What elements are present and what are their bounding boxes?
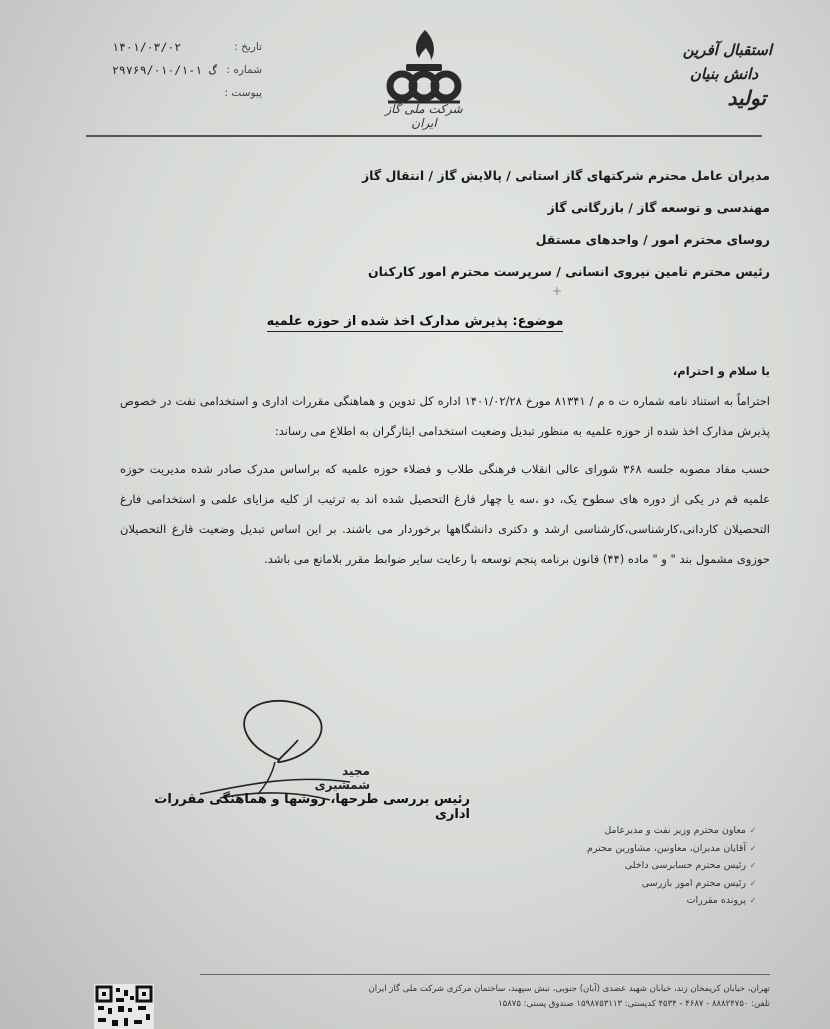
check-mark-icon: ✓ — [749, 896, 757, 905]
slogan-line-1: استقبال آفرین — [682, 41, 772, 59]
list-item — [470, 875, 760, 893]
number-value: گ ۱-۲۹۷۶۹/۰۱۰/۱ — [112, 63, 216, 77]
copy-recipient: آقایان مدیران، معاونین، مشاورین محترم — [587, 842, 746, 854]
slogan-block — [660, 38, 772, 110]
copy-recipient: رئیس محترم حسابرسی داخلی — [624, 860, 746, 871]
list-item — [470, 822, 760, 840]
list-item — [470, 892, 760, 910]
recipient-line: رئیس محترم تامین نیروی انسانی / سرپرست محترم امور کارکنان — [368, 264, 770, 279]
list-item — [470, 840, 760, 858]
copies-list — [470, 822, 760, 910]
paragraph-gap — [120, 446, 770, 454]
crosshair-mark-icon: + — [551, 284, 563, 298]
letter-body — [120, 356, 770, 574]
footer-address: تهران، خیابان کریمخان زند، خیابان شهید عضدی (آبان) جنوبی، نبش سپهبد، ساختمان مرکزی شرکت ملی گاز ایران — [368, 984, 770, 994]
slogan-line-3: تولید — [727, 86, 766, 110]
recipients-block — [300, 160, 770, 288]
copy-recipient: پرونده مقررات — [686, 895, 746, 906]
company-name: شرکت ملی گاز ایران — [385, 102, 463, 130]
number-label: شماره : — [226, 64, 262, 76]
date-value: ۱۴۰۱/۰۳/۰۲ — [112, 40, 182, 54]
body-paragraph-1: احتراماً به استناد نامه شماره ت ه م / ۸۱۳۴۱ مورخ ۱۴۰۱/۰۲/۲۸ اداره کل تدوین و هماهنگی مقررات اداری و استخدامی نفت در خصوص پذیرش مدارک اخذ شده از حوزه علمیه به منظور تبدیل وضعیت استخدامی ایثارگران به اطلاع می رساند: — [120, 394, 770, 438]
attachment-row — [112, 82, 262, 105]
check-mark-icon: ✓ — [749, 861, 757, 870]
list-item — [470, 857, 760, 875]
copy-recipient: رئیس محترم امور بازرسی — [641, 877, 746, 889]
date-row — [112, 36, 262, 59]
check-mark-icon: ✓ — [749, 826, 757, 835]
footer-divider — [200, 974, 770, 975]
letter-footer — [160, 982, 770, 1012]
greeting: با سلام و احترام، — [672, 364, 770, 378]
check-mark-icon: ✓ — [749, 878, 757, 888]
signer-name: مجید شمشیری — [314, 764, 370, 792]
footer-contact: تلفن: ۸۸۸۲۴۷۵۰ - ۴۶۸۷ - ۴۵۳۴ کدپستی: ۱۵۹۸۷۵۳۱۱۳ صندوق پستی: ۱۵۸۷۵ — [498, 999, 770, 1009]
body-paragraph-2: حسب مفاد مصوبه جلسه ۳۶۸ شورای عالی انقلاب فرهنگی طلاب و فضلاء حوزه علمیه که براساس مدرک صادر شده مدیریت حوزه علمیه قم در یکی از دوره های سطوح یک، دو ،سه یا چهار فارغ التحصیل شده اند به ترتیب از کلیه مزایای علمی و استخدامی فارغ التحصیلان کاردانی،کارشناسی،کارشناسی ارشد و دکتری دانشگاهها برخوردار می باشند. بر این اساس تبدیل وضعیت فارغ التحصیلان حوزوی مشمول بند " و " ماده (۴۴) قانون برنامه پنجم توسعه با رعایت سایر ضوابط مقرر بلامانع می باشد. — [120, 462, 770, 566]
recipient-line: مهندسی و توسعه گاز / بازرگانی گاز — [547, 200, 770, 215]
letter-meta — [112, 36, 262, 105]
check-mark-icon: ✓ — [749, 843, 757, 853]
copy-recipient: معاون محترم وزیر نفت و مدیرعامل — [604, 825, 746, 836]
letter-subject — [250, 314, 580, 329]
qr-code-icon — [94, 984, 154, 1029]
recipient-line: روسای محترم امور / واحدهای مستقل — [535, 232, 770, 247]
header-divider — [86, 135, 762, 137]
signer-title: رئیس بررسی طرحها، روشها و هماهنگی مقررات اداری — [154, 792, 470, 822]
subject-text: موضوع: پذیرش مدارک اخذ شده از حوزه علمیه — [267, 314, 564, 332]
number-row — [112, 59, 262, 82]
attachment-label: پیوست : — [224, 87, 262, 99]
recipient-line: مدیران عامل محترم شرکتهای گاز استانی / پالایش گاز / انتقال گاز — [361, 168, 770, 183]
slogan-line-2: دانش بنیان — [689, 65, 758, 83]
date-label: تاریخ : — [234, 41, 262, 53]
